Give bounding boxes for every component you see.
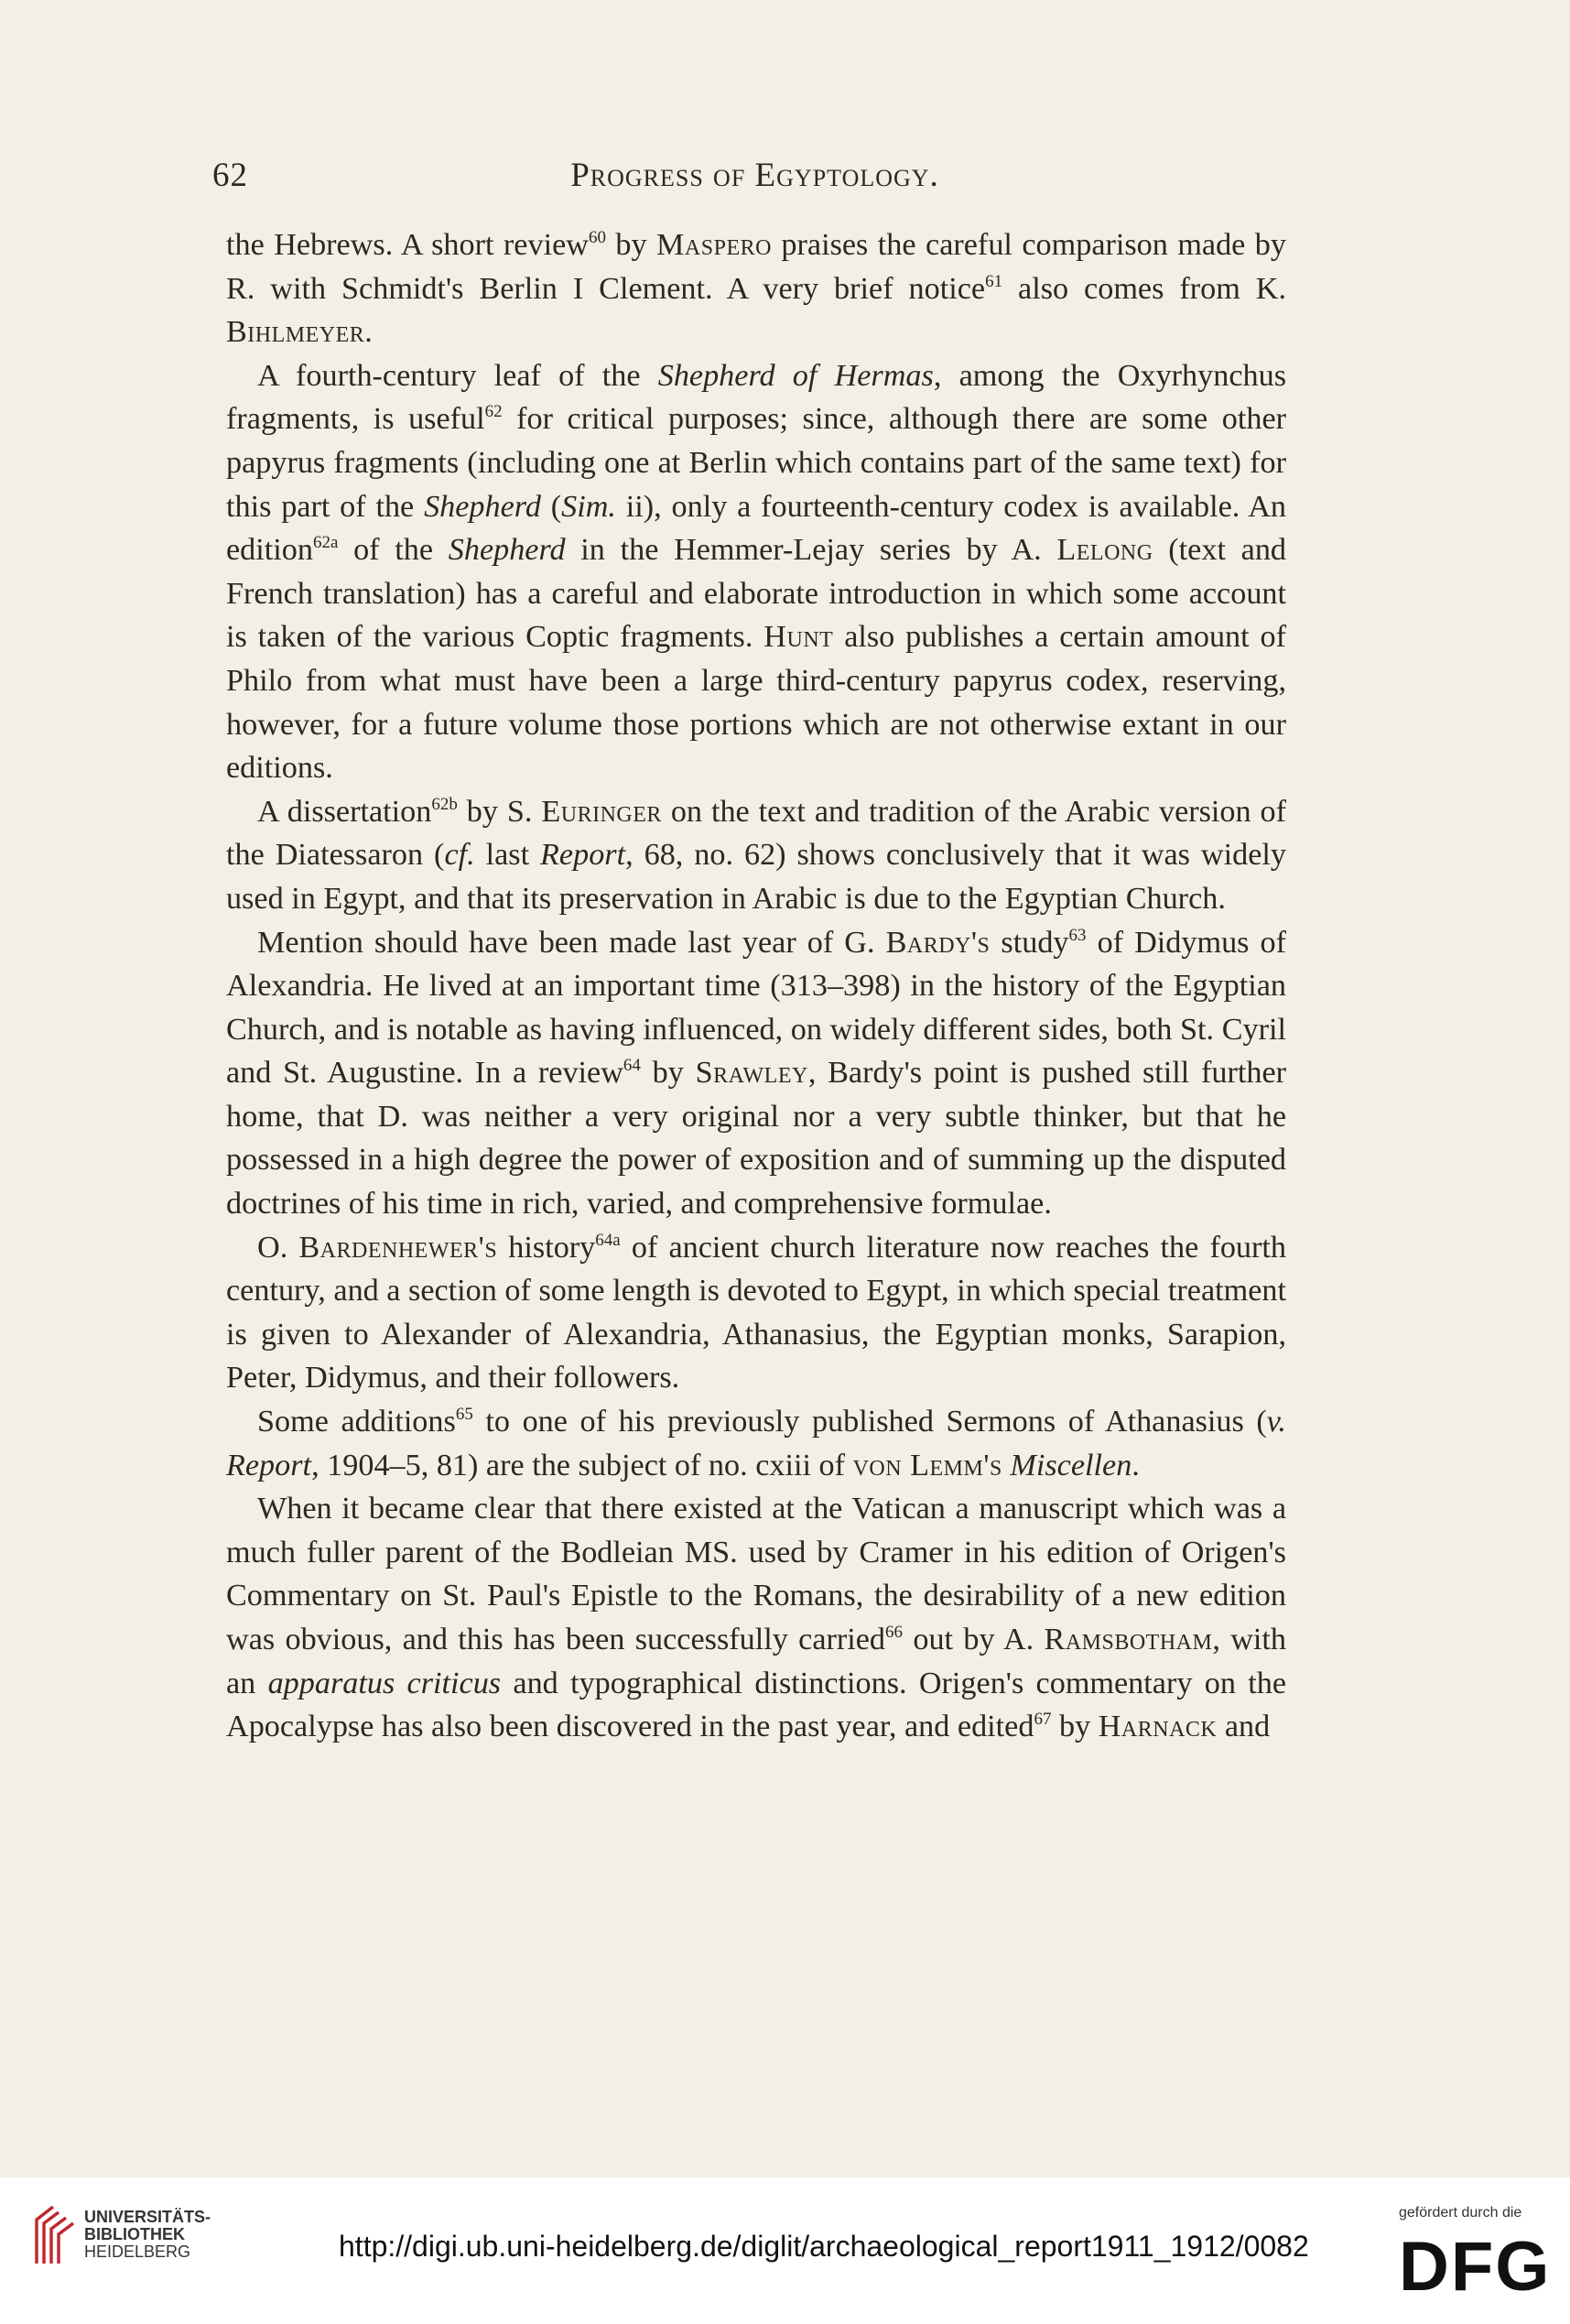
author-name: Bardenhewer's (298, 1230, 498, 1265)
author-name: von Lemm's (852, 1448, 1002, 1482)
italic-text: Sim. (561, 489, 616, 524)
text-run: by (605, 228, 657, 262)
funder-logo (1391, 2196, 1556, 2315)
digitization-footer (0, 2177, 1570, 2324)
text-run: , 68, no. 62) shows conclusively that it was widely used in Egypt, and that its preservation in Arabic is due to the Egyptian Church. (226, 838, 1286, 916)
library-line: BIBLIOTHEK (84, 2225, 185, 2243)
text-run: and (1217, 1710, 1271, 1744)
author-name: Srawley (695, 1056, 808, 1091)
text-run: also publishes a certain amount of Philo from what must have been a large third-century papyrus codex, reserving, however, for a future volume those portions which are not otherwise extant in our editions. (226, 620, 1287, 786)
text-run: history (497, 1230, 596, 1265)
footnote-ref: 67 (1034, 1710, 1052, 1730)
paragraph (226, 223, 1286, 354)
italic-text: Miscellen (1010, 1448, 1132, 1482)
text-run: (text and French translation) has a careful and elaborate introduction in which some account is taken of the various Coptic fragments. (226, 533, 1287, 655)
text-run: and typographical distinctions. Origen's commentary on the Apocalypse has also been discovered in the past year, and edited (226, 1666, 1286, 1744)
italic-text: cf. (444, 838, 475, 873)
italic-text: apparatus criticus (267, 1666, 502, 1700)
author-name: Harnack (1098, 1710, 1218, 1744)
footnote-ref: 62a (312, 533, 339, 553)
text-run: also comes from K. (1002, 271, 1286, 306)
text-run: for critical purposes; since, although there are some other papyrus fragments (including one at Berlin which contains part of the same text) for this part of the (226, 402, 1286, 524)
library-logo-icon (33, 2203, 77, 2267)
text-run: ii), only a fourteenth-century codex is available. An edition (226, 489, 1286, 568)
footnote-ref: 60 (588, 228, 606, 247)
body-text (226, 223, 1286, 1749)
page-number: 62 (212, 157, 248, 194)
italic-text: v. Report (226, 1405, 1286, 1482)
text-run: to one of his previously published Sermons of Athanasius ( (472, 1405, 1267, 1439)
paragraph (226, 354, 1286, 790)
library-line: UNIVERSITÄTS- (84, 2208, 211, 2226)
text-run: by (1051, 1710, 1099, 1744)
text-run: in the Hemmer-Lejay series by A. (565, 533, 1057, 568)
text-run: A dissertation (257, 794, 432, 829)
text-run: . (364, 315, 373, 350)
footnote-ref: 62b (431, 794, 458, 814)
library-name (84, 2209, 211, 2261)
italic-text: Shepherd of Hermas (657, 358, 934, 393)
footnote-ref: 62 (484, 402, 503, 422)
author-name: Maspero (656, 228, 772, 262)
author-name: Ramsbotham (1044, 1623, 1213, 1656)
permalink-url[interactable]: http://digi.ub.uni-heidelberg.de/diglit/archaeological_report1911_1912/0082 (339, 2230, 1309, 2263)
text-run: , among the Oxyrhynchus fragments, is useful (226, 358, 1286, 437)
text-run: study (990, 925, 1069, 960)
paragraph (226, 1400, 1286, 1487)
library-line: HEIDELBERG (84, 2243, 191, 2261)
text-run: ( (540, 489, 562, 524)
paragraph (226, 1487, 1286, 1749)
text-run: Mention should have been made last year of G. (257, 925, 886, 960)
text-run: the Hebrews. A short review (226, 228, 589, 262)
text-run: last (474, 838, 541, 873)
library-logo (33, 2203, 253, 2299)
text-run: by (640, 1056, 696, 1091)
footnote-ref: 65 (455, 1405, 473, 1425)
funding-note: gefördert durch die (1399, 2205, 1522, 2221)
italic-text: Shepherd (424, 489, 541, 524)
footnote-ref: 66 (885, 1623, 904, 1642)
text-run: of Didymus of Alexandria. He lived at an important time (313–398) in the history of the Egyptian Church, and is notable as having influenced, on widely different sides, both St. Cyril and St. Augustine. In a review (226, 925, 1286, 1091)
author-name: Bardy's (885, 925, 991, 960)
author-name: Hunt (763, 620, 834, 655)
author-name: Euringer (541, 794, 662, 829)
paragraph (226, 1226, 1286, 1400)
author-name: Bihlmeyer (226, 315, 365, 350)
text-run: , with an (226, 1623, 1286, 1700)
text-run: out by A. (903, 1623, 1045, 1656)
footnote-ref: 63 (1068, 925, 1087, 945)
text-run: When it became clear that there existed at the Vatican a manuscript which was a much fuller parent of the Bodleian MS. used by Cramer in his edition of Origen's Commentary on St. Paul's Epistle to the Romans, the desirability of a new edition was obvious, and this has been successfully carried (226, 1492, 1286, 1656)
text-run: on the text and tradition of the Arabic version of the Diatessaron ( (226, 794, 1287, 873)
funder-name: DFG (1399, 2228, 1552, 2306)
paragraph (226, 790, 1286, 921)
text-run: of ancient church literature now reaches the fourth century, and a section of some length is devoted to Egypt, in which special treatment is given to Alexander of Alexandria, Athanasius, the Egyptian monks, Sarapion, Peter, Didymus, and their followers. (226, 1230, 1287, 1395)
running-header (212, 156, 1297, 211)
text-run: by S. (457, 794, 542, 829)
footnote-ref: 64 (623, 1056, 641, 1076)
footnote-ref: 61 (985, 271, 1003, 291)
text-run: . (1131, 1448, 1140, 1482)
italic-text: Shepherd (448, 533, 566, 568)
text-run: , 1904–5, 81) are the subject of no. cxiii of (311, 1448, 853, 1482)
text-run: Some additions (257, 1405, 456, 1439)
text-run: of the (338, 533, 449, 568)
author-name: Lelong (1056, 533, 1153, 568)
text-run: , Bardy's point is pushed still further home, that D. was neither a very original nor a very subtle thinker, but that he possessed in a high degree the power of exposition and of summing up the disputed doctrines of his time in rich, varied, and comprehensive formulae. (226, 1056, 1286, 1222)
text-run: praises the careful comparison made by R. with Schmidt's Berlin I Clement. A very brief notice (226, 228, 1286, 306)
text-run: A fourth-century leaf of the (257, 358, 658, 393)
running-title: Progress of Egyptology. (570, 157, 939, 194)
footnote-ref: 64a (595, 1230, 621, 1250)
text-run: O. (257, 1230, 299, 1265)
paragraph (226, 921, 1286, 1226)
italic-text: Report (540, 838, 626, 873)
